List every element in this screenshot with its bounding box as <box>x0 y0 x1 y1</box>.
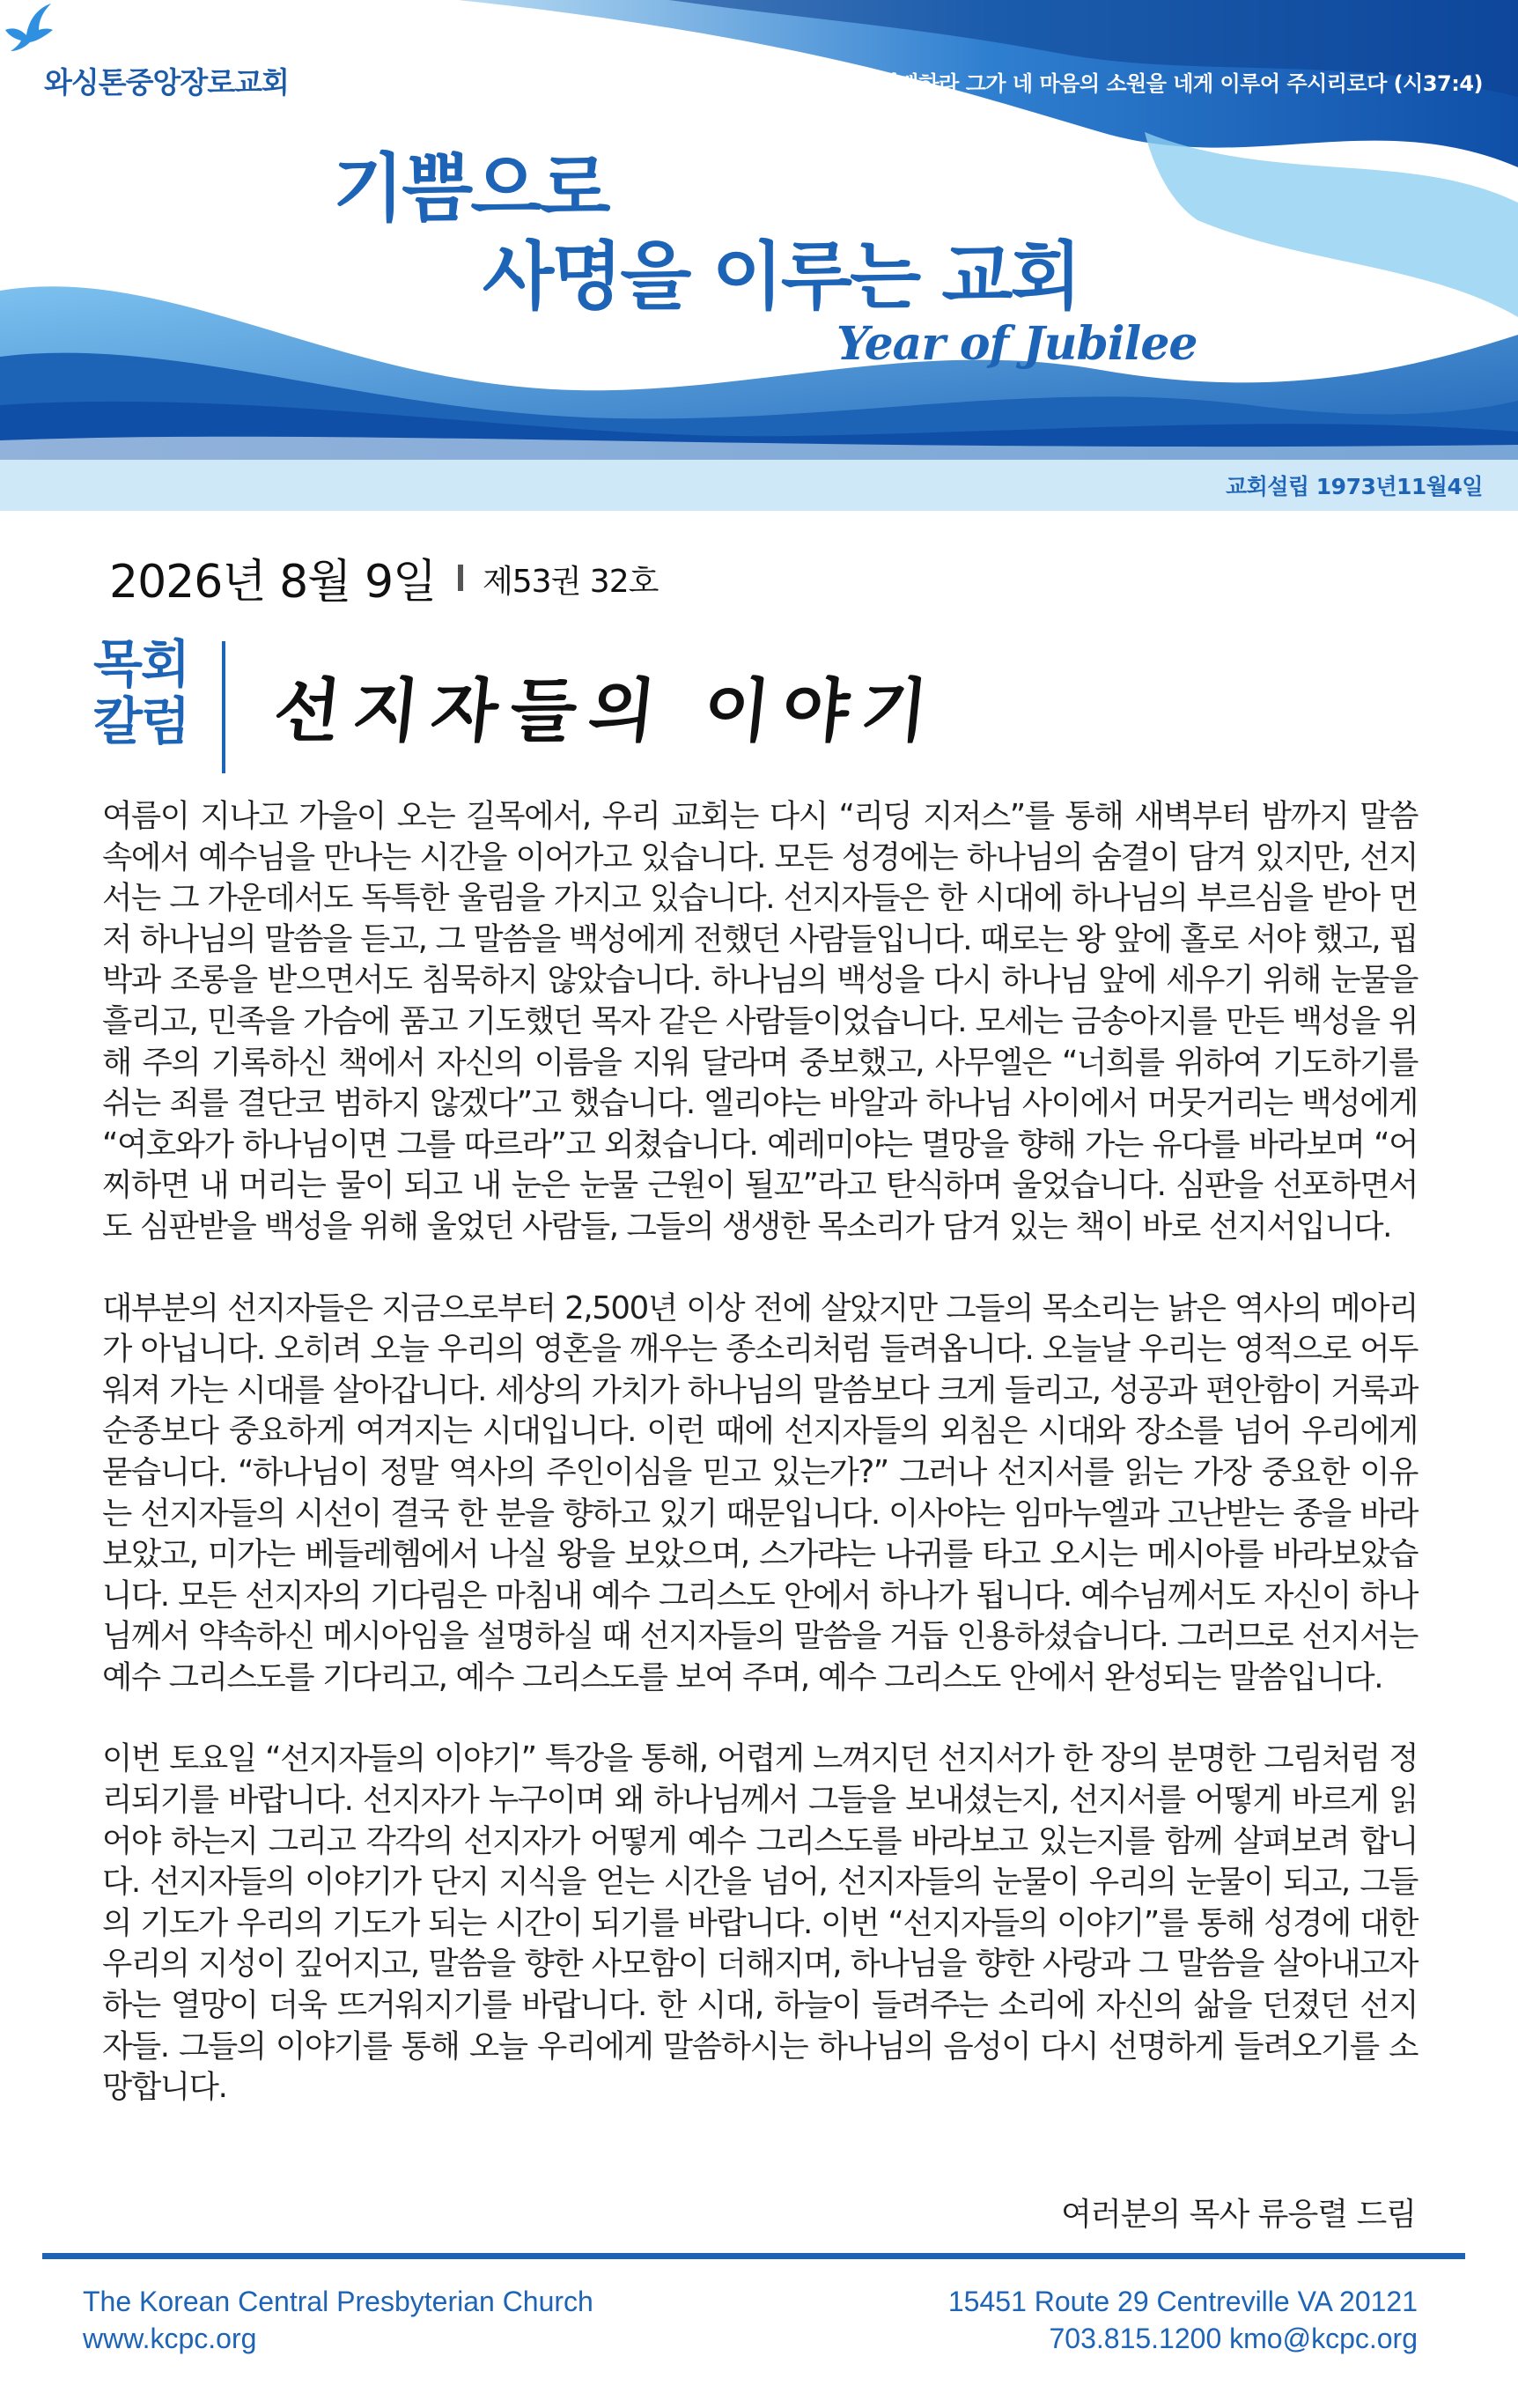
church-name: 와싱톤중앙장로교회 <box>44 65 289 100</box>
theme-title-line1: 기쁨으로 <box>333 145 608 232</box>
theme-title-line2: 사명을 이루는 교회 <box>483 233 1080 320</box>
column-body <box>102 796 1418 2109</box>
pastor-signature: 여러분의 목사 류응렬 드림 <box>1061 2197 1416 2233</box>
church-address: 15451 Route 29 Centreville VA 20121 <box>947 2286 1418 2317</box>
footer-left <box>83 2283 593 2357</box>
column-paragraph: 대부분의 선지자들은 지금으로부터 2,500년 이상 전에 살았지만 그들의 목소리는 낡은 역사의 메아리가 아닙니다. 오히려 오늘 우리의 영혼을 깨우는 종소리처럼 들려옵니다. 오늘날 우리는 영적으로 어두워져 가는 시대를 살아갑니다. 세상의 가치가 하나님의 말씀보다 크게 들리고, 성공과 편안함이 거룩과 순종보다 중요하게 여겨지는 시대입니다. 이런 때에 선지자들의 외침은 시대와 장소를 넘어 우리에게 묻습니다. “하나님이 정말 역사의 주인이심을 믿고 있는가?” 그러나 선지서를 읽는 가장 중요한 이유는 선지자들의 시선이 결국 한 분을 향하고 있기 때문입니다. 이사야는 임마누엘과 고난받는 종을 바라보았고, 미가는 베들레헴에서 나실 왕을 보았으며, 스가랴는 나귀를 타고 오시는 메시아를 바라보았습니다. 모든 선지자의 기다림은 마침내 예수 그리스도 안에서 하나가 됩니다. 예수님께서도 자신이 하나님께서 약속하신 메시아임을 설명하실 때 선지자들의 말씀을 거듭 인용하셨습니다. 그러므로 선지서는 예수 그리스도를 기다리고, 예수 그리스도를 보여 주며, 예수 그리스도 안에서 완성되는 말씀입니다. <box>102 1289 1418 1695</box>
column-paragraph: 이번 토요일 “선지자들의 이야기” 특강을 통해, 어렵게 느껴지던 선지서가 한 장의 분명한 그림처럼 정리되기를 바랍니다. 선지자가 누구이며 왜 하나님께서 그들을 보내셨는지, 선지서를 어떻게 바르게 읽어야 하는지 그리고 각각의 선지자가 어떻게 예수 그리스도를 바라보고 있는지를 함께 살펴보려 합니다. 선지자들의 이야기가 단지 지식을 얻는 시간을 넘어, 선지자들의 눈물이 우리의 눈물이 되고, 그들의 기도가 우리의 기도가 되는 시간이 되기를 바랍니다. 이번 “선지자들의 이야기”를 통해 성경에 대한 우리의 지성이 깊어지고, 말씀을 향한 사모함이 더해지며, 하나님을 향한 사랑과 그 말씀을 살아내고자 하는 열망이 더욱 뜨거워지기를 바랍니다. 한 시대, 하늘이 들려주는 소리에 자신의 삶을 던졌던 선지자들. 그들의 이야기를 통해 오늘 우리에게 말씀하시는 하나님의 음성이 다시 선명하게 들려오기를 소망합니다. <box>102 1740 1418 2106</box>
dove-icon <box>0 0 55 53</box>
column-title: 선지자들의 이야기 <box>269 672 944 751</box>
header-verse: 또 여호와를 기뻐하라 그가 네 마음의 소원을 네게 이루어 주시리로다 (시37:4) <box>764 71 1483 96</box>
column-label-line1: 목회 <box>93 634 189 694</box>
footer-divider <box>42 2253 1465 2259</box>
header-banner <box>0 0 1518 462</box>
issue-separator <box>458 565 463 591</box>
column-divider <box>222 641 225 773</box>
footer-right <box>948 2283 1418 2357</box>
column-paragraph: 여름이 지나고 가을이 오는 길목에서, 우리 교회는 다시 “리딩 지저스”를 통해 새벽부터 밤까지 말씀 속에서 예수님을 만나는 시간을 이어가고 있습니다. 모든 성경에는 하나님의 숨결이 담겨 있지만, 선지서는 그 가운데서도 독특한 울림을 가지고 있습니다. 선지자들은 한 시대에 하나님의 부르심을 받아 먼저 하나님의 말씀을 듣고, 그 말씀을 백성에게 전했던 사람들입니다. 때로는 왕 앞에 홀로 서야 했고, 핍박과 조롱을 받으면서도 침묵하지 않았습니다. 하나님의 백성을 다시 하나님 앞에 세우기 위해 눈물을 흘리고, 민족을 가슴에 품고 기도했던 목자 같은 사람들이었습니다. 모세는 금송아지를 만든 백성을 위해 주의 기록하신 책에서 자신의 이름을 지워 달라며 중보했고, 사무엘은 “너희를 위하여 기도하기를 쉬는 죄를 결단코 범하지 않겠다”고 했습니다. 엘리야는 바알과 하나님 사이에서 머뭇거리는 백성에게 “여호와가 하나님이면 그를 따르라”고 외쳤습니다. 예레미야는 멸망을 향해 가는 유다를 바라보며 “어찌하면 내 머리는 물이 되고 내 눈은 눈물 근원이 될꼬”라고 탄식하며 울었습니다. 심판을 선포하면서도 심판받을 백성을 위해 울었던 사람들, 그들의 생생한 목소리가 담겨 있는 책이 바로 선지서입니다. <box>102 798 1418 1245</box>
contact-info: 703.815.1200 kmo@kcpc.org <box>1049 2323 1418 2354</box>
issue-date: 2026년 8월 9일 <box>109 556 437 609</box>
column-label-line2: 칼럼 <box>93 691 189 751</box>
founded-date: 교회설립 1973년11월4일 <box>1225 474 1483 499</box>
church-english-name: The Korean Central Presbyterian Church <box>83 2286 593 2317</box>
column-label <box>93 636 188 750</box>
website-link[interactable]: www.kcpc.org <box>83 2323 257 2354</box>
theme-english-subtitle: Year of Jubilee <box>836 317 1197 371</box>
issue-number: 제53권 32호 <box>483 564 659 600</box>
